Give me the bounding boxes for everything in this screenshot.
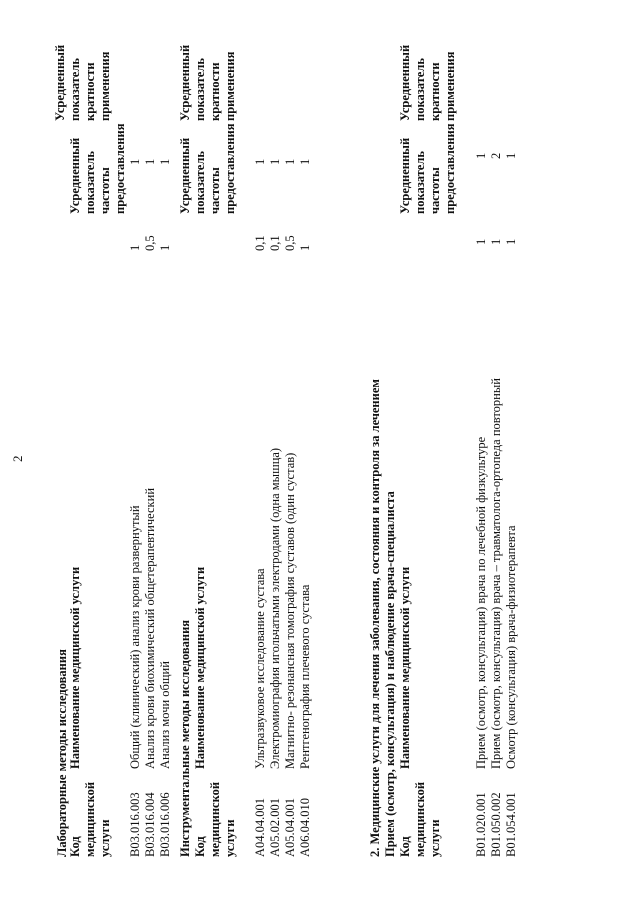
row-name: Анализ мочи общий (158, 661, 172, 769)
row-name: Магнитно- резонансная томография суставов (один сустав) (283, 452, 297, 769)
row-code: B01.050.002 (489, 792, 503, 857)
row-code: A05.02.001 (268, 797, 282, 857)
section2-subtitle: Прием (осмотр, консультация) и наблюдение врача-специалиста (383, 491, 397, 857)
row-mult: 1 (253, 158, 267, 165)
row-mult: 1 (298, 158, 312, 165)
row-name: Анализ крови биохимический общетерапевтический (143, 487, 157, 769)
row-freq: 0,1 (253, 235, 267, 251)
row-code: B01.020.001 (474, 792, 488, 857)
row-mult: 1 (143, 158, 157, 165)
row-code: B01.054.001 (504, 792, 518, 857)
section2-header-name: Наименование медицинской услуги (398, 566, 412, 769)
lab-header-name: Наименование медицинской услуги (68, 566, 82, 769)
row-mult: 1 (158, 158, 172, 165)
row-name: Рентгенография плечевого сустава (298, 584, 312, 769)
row-mult: 1 (128, 158, 142, 165)
row-name: Прием (осмотр, консультация) врача – травматолога-ортопеда повторный (489, 378, 503, 769)
section2-header-freq: Усредненный показатель частоты предоставления (398, 123, 457, 214)
table-row (283, 85, 298, 857)
row-mult: 1 (474, 152, 488, 159)
lab-table (128, 85, 173, 857)
row-code: B03.016.006 (158, 792, 172, 857)
row-name: Общий (клинический) анализ крови развернутый (128, 505, 142, 769)
table-row (474, 79, 489, 857)
row-name: Электромиография игольчатыми электродами (одна мышца) (268, 447, 282, 769)
instr-header-code: Код медицинской услуги (193, 781, 237, 857)
table-row (504, 79, 519, 857)
row-mult: 1 (268, 158, 282, 165)
page-number: 2 (10, 455, 25, 462)
table-row (298, 85, 313, 857)
instr-section-title: Инструментальные методы исследования (178, 619, 192, 857)
table-row (268, 85, 283, 857)
row-mult: 1 (283, 158, 297, 165)
row-mult: 2 (489, 152, 503, 159)
table-row (143, 85, 158, 857)
instr-header-freq: Усредненный показатель частоты предоставления (178, 123, 237, 214)
row-freq: 0,5 (283, 235, 297, 251)
table-row (253, 85, 268, 857)
row-freq: 1 (474, 238, 488, 245)
row-name: Прием (осмотр, консультация) врача по лечебной физкультуре (474, 436, 488, 769)
row-name: Осмотр (консультация) врача-физиотерапевта (504, 525, 518, 769)
instr-table (253, 85, 313, 857)
row-freq: 0,5 (143, 235, 157, 251)
section2-header-mult: Усредненный показатель кратности применения (398, 44, 457, 121)
lab-header-code: Код медицинской услуги (68, 781, 112, 857)
table-row (128, 85, 143, 857)
row-code: A06.04.010 (298, 797, 312, 857)
row-freq: 1 (489, 238, 503, 245)
section2-table (474, 79, 519, 857)
instr-header-mult: Усредненный показатель кратности применения (178, 44, 237, 121)
row-freq: 1 (504, 238, 518, 245)
row-mult: 1 (504, 152, 518, 159)
row-name: Ультразвуковое исследование сустава (253, 568, 267, 769)
row-code: A05.04.001 (283, 797, 297, 857)
row-freq: 1 (158, 244, 172, 251)
lab-section-title: Лабораторные методы исследования (55, 649, 69, 857)
lab-header-mult: Усредненный показатель кратности применения (53, 44, 112, 121)
row-code: A04.04.001 (253, 797, 267, 857)
lab-header-freq: Усредненный показатель частоты предоставления (68, 123, 127, 214)
instr-header-name: Наименование медицинской услуги (193, 566, 207, 769)
row-freq: 0,1 (268, 235, 282, 251)
section2-title: 2. Медицинские услуги для лечения заболевания, состояния и контроля за лечением (368, 379, 382, 857)
row-code: B03.016.004 (143, 792, 157, 857)
row-freq: 1 (298, 244, 312, 251)
table-row (158, 85, 173, 857)
row-freq: 1 (128, 244, 142, 251)
section2-header-code: Код медицинской услуги (398, 781, 442, 857)
row-code: B03.016.003 (128, 792, 142, 857)
table-row (489, 79, 504, 857)
